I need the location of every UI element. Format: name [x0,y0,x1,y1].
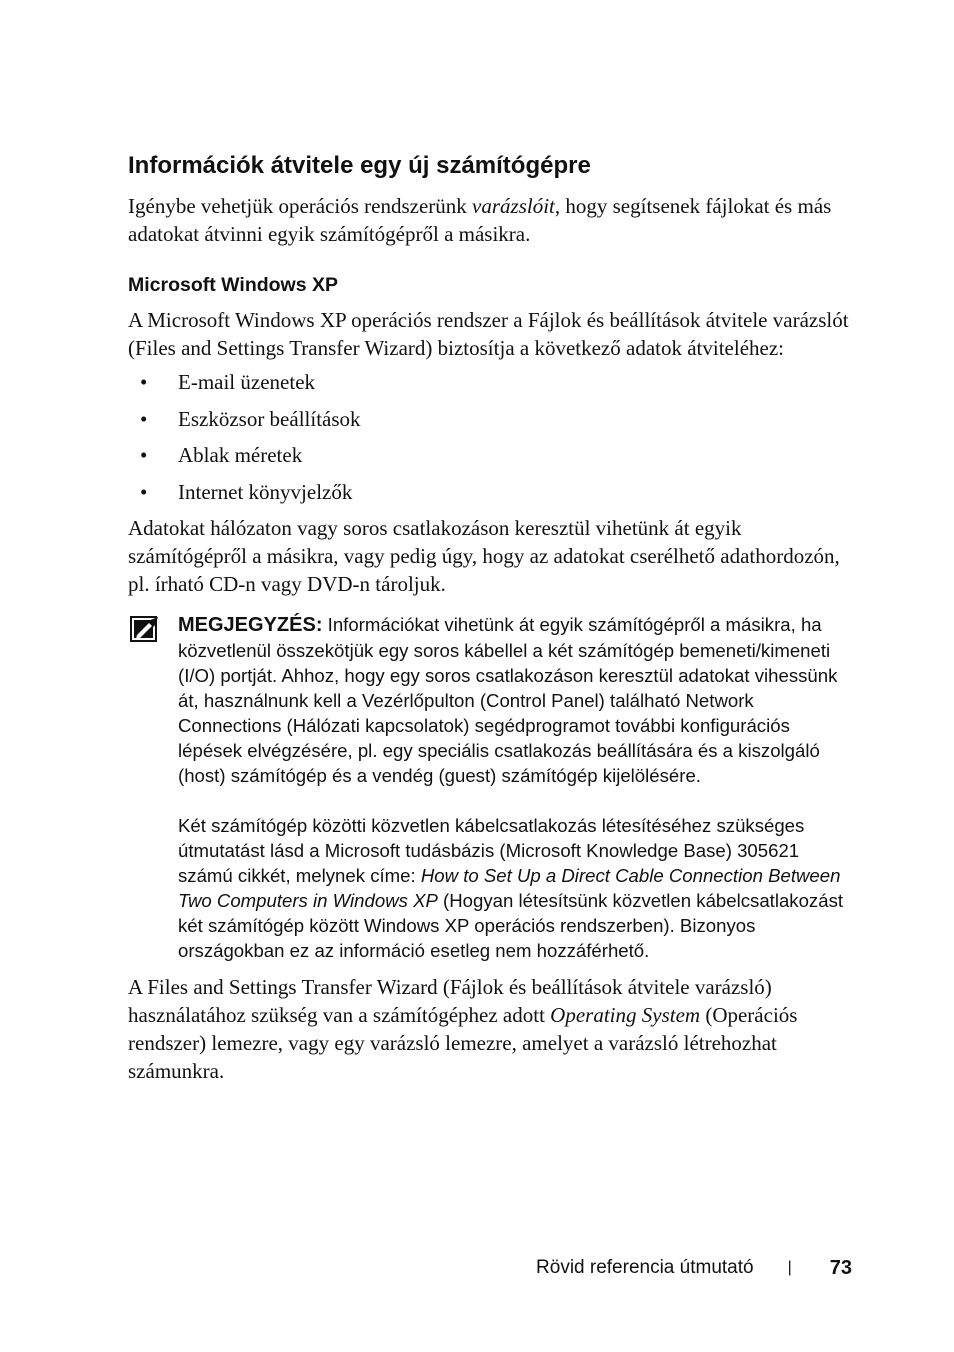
bullet-marker: • [140,370,148,394]
final-text-2: (Operációs rendszer) lemezre, vagy egy varázsló lemezre, amelyet a varázsló létrehozhat számunkra. [128,1003,798,1083]
note-italic-title: How to Set Up a Direct Cable Connection Between Two Computers in Windows XP [178,865,841,911]
footer-title: Rövid referencia útmutató [536,1257,754,1278]
list-item-text: Internet könyvjelzők [178,479,353,504]
final-text-1: A Files and Settings Transfer Wizard (Fájlok és beállítások átvitele varázsló) használatához szükség van a számítógéphez adott [128,975,772,1027]
note-pencil-icon [130,616,160,642]
bullet-marker: • [140,479,148,504]
list-item [128,441,856,469]
note-block [128,612,856,963]
page-number: 73 [829,1257,852,1279]
list-item-text: Eszközsor beállítások [178,406,361,431]
bullet-marker: • [140,406,148,431]
intro-text-1: Igénybe vehetjük operációs rendszerünk [128,194,473,218]
subsection-heading: Microsoft Windows XP [128,274,338,296]
bullet-list [128,368,856,506]
intro-italic: varázslóit [472,194,555,218]
document-page [128,150,856,1085]
bullet-marker: • [140,443,148,467]
list-item-text: Ablak méretek [178,443,303,467]
list-item [128,368,856,396]
note-label: MEGJEGYZÉS: [178,614,323,636]
final-italic: Operating System [550,1003,701,1027]
note-body-2a: Két számítógép közötti közvetlen kábelcsatlakozás létesítéséhez szükséges útmutatást lásd a Microsoft tudásbázis (Microsoft Knowledge Base) 305621 számú cikkét, melynek címe: [178,815,805,886]
section-heading: Információk átvitele egy új számítógépre [128,152,591,179]
intro-paragraph [128,192,856,248]
page-footer [536,1255,852,1281]
list-item [128,405,856,433]
final-paragraph [128,973,856,1085]
note-text-1 [178,612,856,788]
footer-separator: | [787,1259,792,1276]
note-body-2b: (Hogyan létesítsünk közvetlen kábelcsatlakozást két számítógép között Windows XP operációs rendszerben). Bizonyos országokban ez az információ esetleg nem hozzáférhető. [178,890,844,961]
note-text-2 [178,813,856,963]
list-item-text: E-mail üzenetek [178,370,316,394]
note-body-1: Információkat vihetünk át egyik számítógépről a másikra, ha közvetlenül összekötjük egy soros kábellel a két számítógép bemeneti/kimeneti (I/O) portját. Ahhoz, hogy egy soros csatlakozáson keresztül adatokat vihessünk át, használnunk kell a Vezérlőpulton (Control Panel) található Network Connections (Hálózati kapcsolatok) segédprogramot további konfigurációs lépések elvégzésére, pl. egy speciális csatlakozás beállítására és a kiszolgáló (host) számítógép és a vendég (guest) számítógép kijelölésére. [178,614,838,786]
list-item [128,478,856,506]
transfer-paragraph: Adatokat hálózaton vagy soros csatlakozáson keresztül vihetünk át egyik számítógépről a másikra, vagy pedig úgy, hogy az adatokat cserélhető adathordozón, pl. írható CD-n vagy DVD-n tároljuk. [128,516,840,596]
xp-paragraph: A Microsoft Windows XP operációs rendszer a Fájlok és beállítások átvitele varázslót (Files and Settings Transfer Wizard) biztosítja a következő adatok átviteléhez: [128,308,849,360]
intro-text-2: , hogy segítsenek fájlokat és más adatokat átvinni egyik számítógépről a másikra. [128,194,832,246]
